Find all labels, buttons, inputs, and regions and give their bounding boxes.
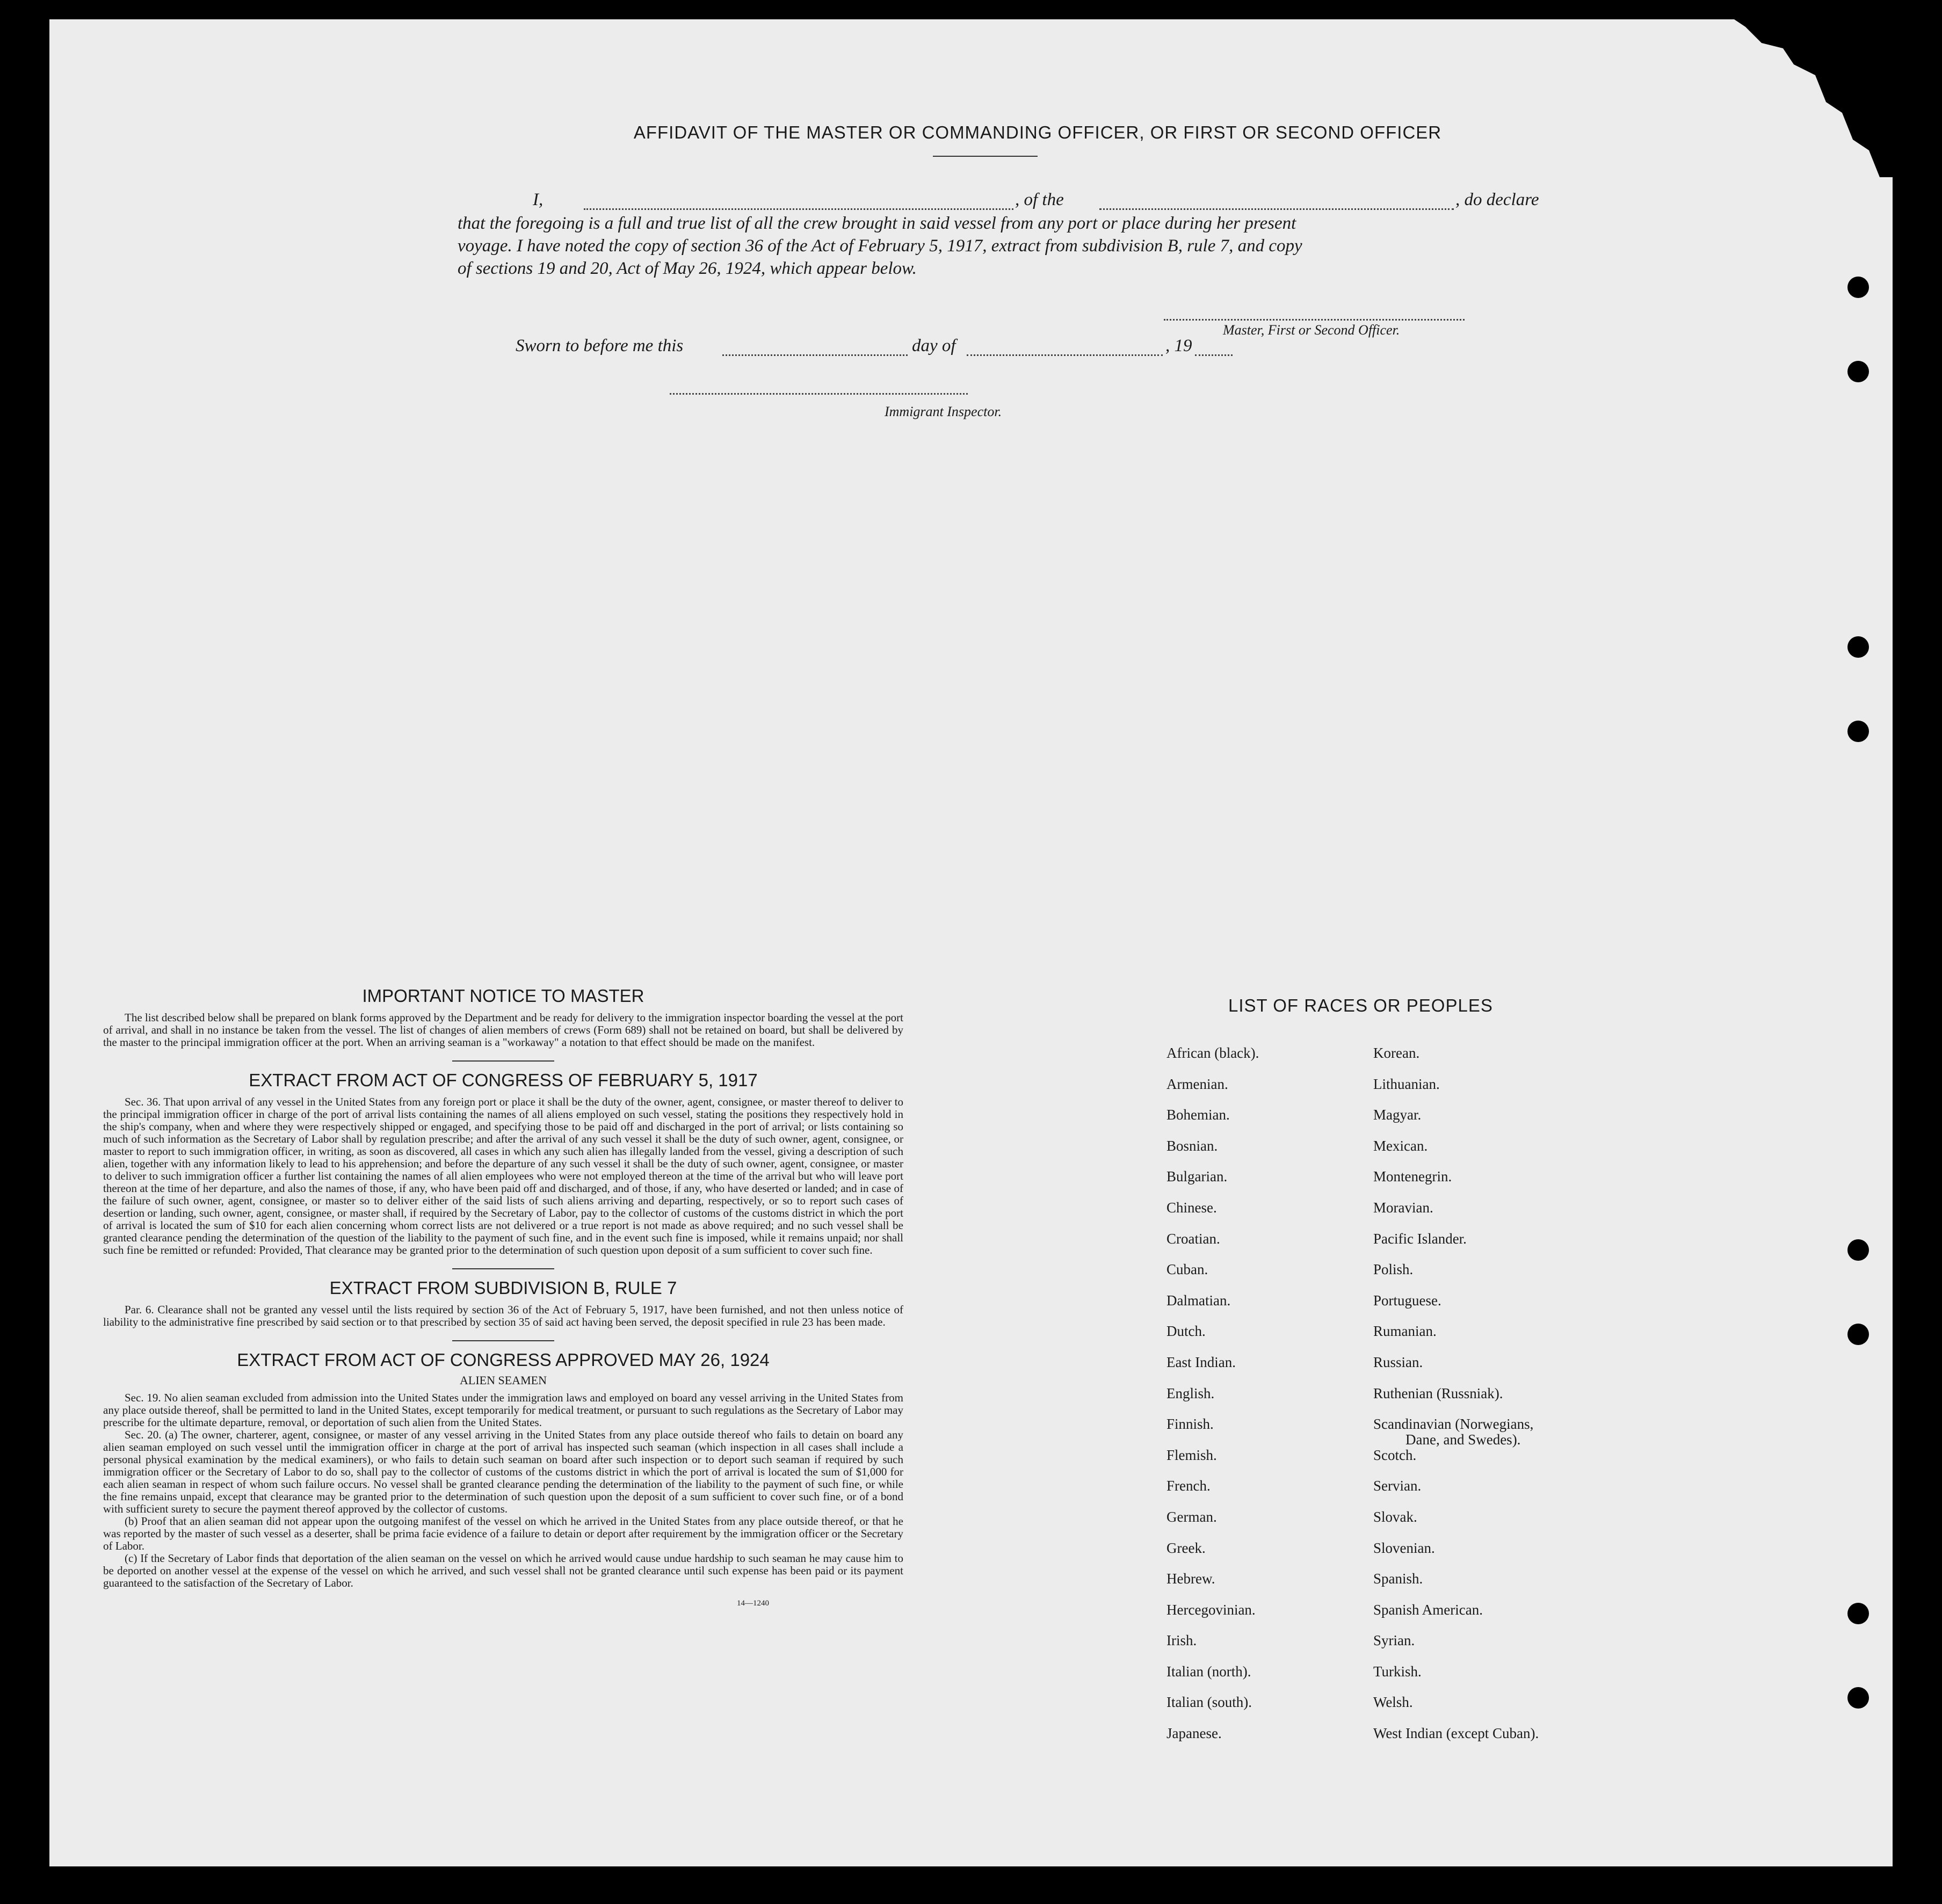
race-item: Italian (south). (1166, 1694, 1252, 1711)
affidavit-line1 (533, 190, 1569, 214)
race-item: Korean. (1373, 1045, 1420, 1061)
races-right-column (1373, 1045, 1631, 1756)
extract-1917-text: Sec. 36. That upon arrival of any vessel in the United States from any foreign port or place it shall be the duty of the owner, agent, consignee, or master thereof to deliver to the principal immigration officer in charge of the port of arrival lists containing the names of all aliens employed on such vessel, stating the positions they respectively hold in the ship's company, when and where they were respectively shipped or engaged, and specifying those to be paid off and discharged in the port of arrival; or lists containing so much of such information as the Secretary of Labor shall by regulation prescribe; and after the arrival of any such vessel it shall be the duty of such owner, agent, consignee, or master to report to such immigration officer, in writing, as soon as discovered, all cases in which any such alien has illegally landed from the vessel, giving a description of such alien, together with any information likely to lead to his apprehension; and before the departure of any such vessel it shall be the duty of such owner, agent, consignee, or master to deliver to such immigration officer a further list containing the names of all alien employees who were not employed thereon at the time of the arrival but who will leave port thereon at the time of her departure, and also the names of those, if any, who have been paid off and discharged, and of those, if any, who have deserted or landed; and in case of the failure of such owner, agent, consignee, or master so to deliver either of the said lists of such aliens arriving and departing, respectively, or so to report such cases of desertion or landing, such owner, agent, consignee, or master shall, if required by the Secretary of Labor, pay to the collector of customs of the customs district in which the port of arrival is located the sum of $10 for each alien concerning whom correct lists are not delivered or a true report is not made as above required; and no such vessel shall be granted clearance pending the determination of the question of the liability to the payment of such fine, and in the event such fine is imposed, while it remains unpaid; nor shall such fine be remitted or refunded: Provided, That clearance may be granted prior to the determination of such question upon deposit of a sum sufficient to cover such fine. (103, 1095, 903, 1256)
punch-hole (1847, 277, 1869, 298)
race-item: Pacific Islander. (1373, 1230, 1467, 1247)
divider (452, 1340, 554, 1341)
race-item: Magyar. (1373, 1107, 1422, 1123)
sworn-day-field[interactable] (722, 354, 908, 356)
race-item: Flemish. (1166, 1447, 1217, 1463)
race-item: Syrian. (1373, 1632, 1415, 1649)
extract-1917-title: EXTRACT FROM ACT OF CONGRESS OF FEBRUARY 5, 1917 (249, 1070, 758, 1090)
punch-hole (1847, 1603, 1869, 1624)
affidavit-i: I, (533, 190, 544, 209)
races-left-column (1166, 1045, 1360, 1756)
race-item: African (black). (1166, 1045, 1259, 1061)
race-item: Cuban. (1166, 1261, 1208, 1278)
affidavit-line4: of sections 19 and 20, Act of May 26, 1924, which appear below. (458, 259, 917, 278)
race-item: Scandinavian (Norwegians, (1373, 1416, 1534, 1433)
name-field[interactable] (584, 208, 1013, 210)
race-item: Italian (north). (1166, 1663, 1251, 1680)
form-number: 14—1240 (737, 1599, 769, 1608)
extract-1924-title: EXTRACT FROM ACT OF CONGRESS APPROVED MAY 26, 1924 (237, 1350, 770, 1370)
race-item: West Indian (except Cuban). (1373, 1725, 1539, 1742)
race-item: German. (1166, 1508, 1217, 1525)
notice-text: The list described below shall be prepared on blank forms approved by the Department and be ready for delivery to the immigration inspector boarding the vessel at the port of arrival, and shall in no instance be taken from the vessel. The list of changes of alien members of crews (Form 689) shall not be retained on board, but shall be delivered by the master to the principal immigration officer at the port. When an arriving seaman is a "workaway" a notation to that effect should be made on the manifest. (103, 1011, 903, 1049)
race-item: Greek. (1166, 1539, 1206, 1556)
punch-hole (1847, 1239, 1869, 1261)
race-item: Polish. (1373, 1261, 1414, 1278)
divider (452, 1268, 554, 1269)
race-item: Rumanian. (1373, 1323, 1437, 1340)
notice-title: IMPORTANT NOTICE TO MASTER (362, 986, 644, 1006)
master-signature-label: Master, First or Second Officer. (1223, 322, 1400, 338)
affidavit-line2: that the foregoing is a full and true list of all the crew brought in said vessel from any port or place during her present (458, 214, 1296, 233)
race-item: Servian. (1373, 1478, 1422, 1494)
vessel-field[interactable] (1099, 208, 1454, 210)
race-item: Hebrew. (1166, 1571, 1215, 1587)
race-item: Ruthenian (Russniak). (1373, 1385, 1503, 1401)
race-item: Bosnian. (1166, 1137, 1218, 1154)
punch-hole (1847, 361, 1869, 382)
race-item: Mexican. (1373, 1137, 1428, 1154)
alien-seamen-subtitle: ALIEN SEAMEN (460, 1374, 547, 1387)
race-item: Scotch. (1373, 1447, 1417, 1463)
sec20a-text: Sec. 20. (a) The owner, charterer, agent, consignee, or master of any vessel arriving in the United States from any place outside thereof who fails to detain on board any alien seaman employed on such vessel until the immigration officer in charge at the port of arrival has inspected such seaman (which inspection in all cases shall include a personal physical examination by the medical examiners), or who fails to detain such seaman on board after such inspection or to deport such seaman if required by such immigration officer or the Secretary of Labor to do so, shall pay to the collector of customs of the customs district in which the port of arrival is located the sum of $1,000 for each alien seaman in respect of whom such failure occurs. No vessel shall be granted clearance pending the determination of the liability to the payment of such fine, or while the fine remains unpaid, except that clearance may be granted prior to the determination of such question upon the deposit of a sum sufficient to cover such fine, or of a bond with sufficient surety to secure the payment thereof approved by the collector of customs. (103, 1428, 903, 1515)
inspector-label: Immigrant Inspector. (885, 404, 1002, 419)
sworn-text: Sworn to before me this (516, 336, 684, 355)
rule7-title: EXTRACT FROM SUBDIVISION B, RULE 7 (329, 1278, 677, 1298)
race-item: Slovenian. (1373, 1539, 1435, 1556)
title-underline (933, 156, 1038, 157)
race-item: Armenian. (1166, 1075, 1228, 1092)
punch-hole (1847, 1324, 1869, 1345)
affidavit-of-the: , of the (1015, 190, 1064, 209)
race-item: Dalmatian. (1166, 1292, 1231, 1309)
sec20b-text: (b) Proof that an alien seaman did not appear upon the outgoing manifest of the vessel on which he arrived in the United States from any place outside thereof, or that he was reported by the master of such vessel as a deserter, shall be prima facie evidence of a failure to detain or deport after requirement by the immigration officer or the Secretary of Labor. (103, 1515, 903, 1552)
races-title: LIST OF RACES OR PEOPLES (1228, 995, 1493, 1015)
sworn-month-field[interactable] (967, 354, 1163, 356)
divider (452, 1060, 554, 1062)
affidavit-line3: voyage. I have noted the copy of section 36 of the Act of February 5, 1917, extract from subdivision B, rule 7, and copy (458, 236, 1302, 256)
affidavit-title: AFFIDAVIT OF THE MASTER OR COMMANDING OFFICER, OR FIRST OR SECOND OFFICER (633, 122, 1442, 142)
race-item: Turkish. (1373, 1663, 1422, 1680)
race-item: Montenegrin. (1373, 1168, 1452, 1185)
race-item: Welsh. (1373, 1694, 1413, 1711)
race-item: Bulgarian. (1166, 1168, 1228, 1185)
left-column (103, 986, 903, 1608)
sworn-year-field[interactable] (1195, 354, 1233, 356)
race-item: Japanese. (1166, 1725, 1222, 1742)
race-item: Russian. (1373, 1354, 1423, 1370)
race-item: Croatian. (1166, 1230, 1220, 1247)
race-item: French. (1166, 1478, 1211, 1494)
punch-hole (1847, 1687, 1869, 1709)
race-item: Slovak. (1373, 1508, 1417, 1525)
master-signature-line[interactable] (1164, 319, 1465, 321)
race-item: Moravian. (1373, 1199, 1433, 1216)
race-item: Portuguese. (1373, 1292, 1441, 1309)
race-item: Dutch. (1166, 1323, 1206, 1340)
race-item: Bohemian. (1166, 1107, 1230, 1123)
rule7-text: Par. 6. Clearance shall not be granted any vessel until the lists required by section 36 of the Act of February 5, 1917, have been furnished, and not then unless notice of liability to the administrative fine prescribed by said section or to that prescribed by section 35 of said act having been served, the deposit specified in rule 23 has been made. (103, 1303, 903, 1328)
race-item: Chinese. (1166, 1199, 1217, 1216)
race-item: Dane, and Swedes). (1405, 1431, 1521, 1448)
race-item: English. (1166, 1385, 1215, 1401)
form-sheet (49, 19, 1893, 1866)
race-item: Irish. (1166, 1632, 1197, 1649)
sec19-text: Sec. 19. No alien seaman excluded from admission into the United States under the immigration laws and employed on board any vessel arriving in the United States from any place outside thereof, shall be permitted to land in the United States, except temporarily for medical treatment, or pursuant to such regulations as the Secretary of Labor may prescribe for the ultimate departure, removal, or deportation of such alien from the United States. (103, 1391, 903, 1429)
inspector-signature-line[interactable] (670, 393, 968, 395)
race-item: Spanish American. (1373, 1601, 1483, 1618)
torn-corner (1665, 16, 1901, 177)
race-item: East Indian. (1166, 1354, 1236, 1370)
punch-hole (1847, 636, 1869, 658)
punch-hole (1847, 721, 1869, 742)
race-item: Lithuanian. (1373, 1075, 1440, 1092)
year-prefix: , 19 (1165, 336, 1192, 355)
affidavit-declare: , do declare (1455, 190, 1539, 209)
race-item: Spanish. (1373, 1571, 1423, 1587)
day-of-label: day of (912, 336, 956, 355)
sec20c-text: (c) If the Secretary of Labor finds that deportation of the alien seaman on the vessel on which he arrived would cause undue hardship to such seaman he may cause him to be deported on another vessel at the expense of the vessel on which he arrived, and such vessel shall not be granted clearance until such expense has been paid or its payment guaranteed to the satisfaction of the Secretary of Labor. (103, 1552, 903, 1589)
race-item: Hercegovinian. (1166, 1601, 1256, 1618)
race-item: Finnish. (1166, 1416, 1214, 1433)
sworn-line (516, 336, 1310, 360)
